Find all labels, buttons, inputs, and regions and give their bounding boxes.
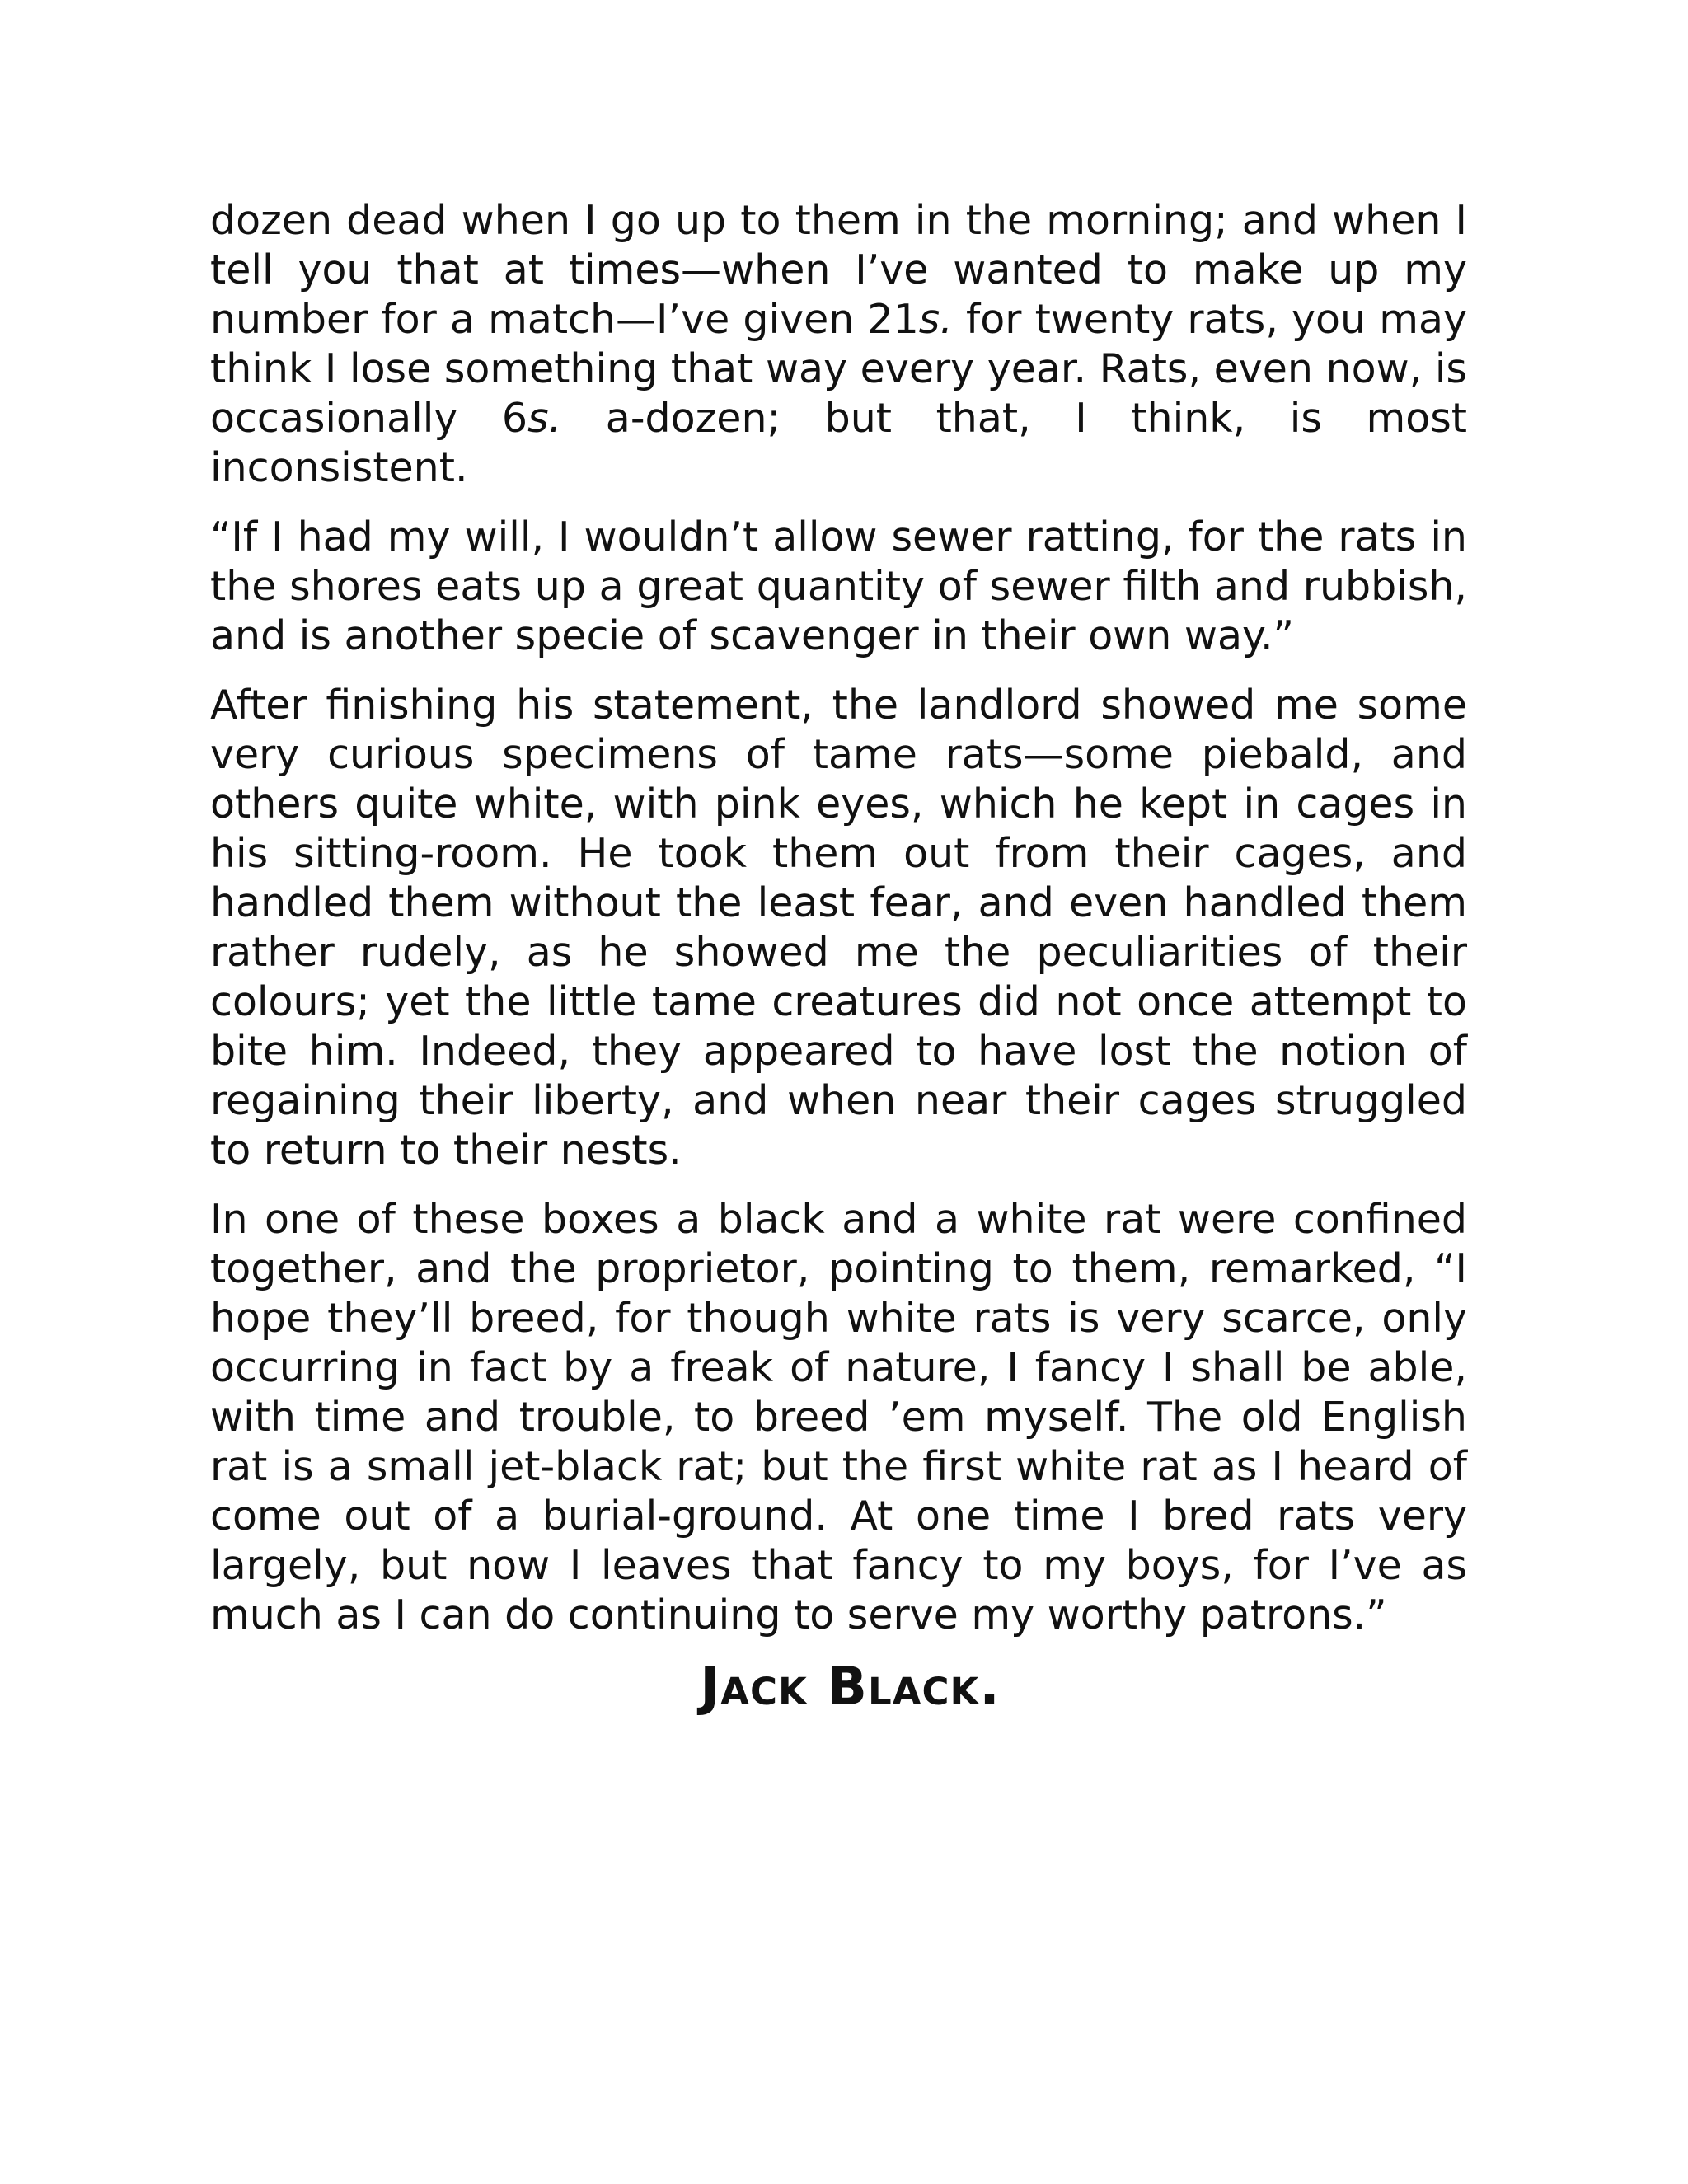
text-run: for twenty rats, you may think I lose something that way every year. Rats, even now, is occasionally 6 xyxy=(210,296,1467,442)
signature: Jack Black. xyxy=(700,1657,1001,1718)
italic-text-run: s. xyxy=(918,296,953,343)
paragraph xyxy=(210,196,1467,493)
text-run: “If I had my will, I wouldn’t allow sewer ratting, for the rats in the shores eats up a great quantity of sewer filth and rubbish, and is another specie of scavenger in their own way.” xyxy=(210,513,1467,659)
paragraph xyxy=(210,681,1467,1175)
text-run: In one of these boxes a black and a white rat were confined together, and the proprietor, pointing to them, remarked, “I hope they’ll breed, for though white rats is very scarce, only occurring in fact by a freak of nature, I fancy I shall be able, with time and trouble, to breed ’em myself. The old English rat is a small jet-black rat; but the first white rat as I heard of come out of a burial-ground. At one time I bred rats very largely, but now I leaves that fancy to my boys, for I’ve as much as I can do continuing to serve my worthy patrons.” xyxy=(210,1196,1467,1638)
body-text xyxy=(210,196,1467,1660)
text-run: a-dozen; but that, I think, is most inconsistent. xyxy=(210,395,1467,491)
text-run: After finishing his statement, the landlord showed me some very curious specimens of tame rats—some piebald, and others quite white, with pink eyes, which he kept in cages in his sitting-room. He took them out from their cages, and handled them without the least fear, and even handled them rather rudely, as he showed me the peculiarities of their colours; yet the little tame creatures did not once attempt to bite him. Indeed, they appeared to have lost the notion of regaining their liberty, and when near their cages struggled to return to their nests. xyxy=(210,682,1467,1174)
paragraph xyxy=(210,1195,1467,1640)
paragraph xyxy=(210,513,1467,661)
italic-text-run: s. xyxy=(528,395,562,442)
text-run: dozen dead when I go up to them in the morning; and when I tell you that at times—when I’ve wanted to make up my number for a match—I’ve given 21 xyxy=(210,197,1467,343)
